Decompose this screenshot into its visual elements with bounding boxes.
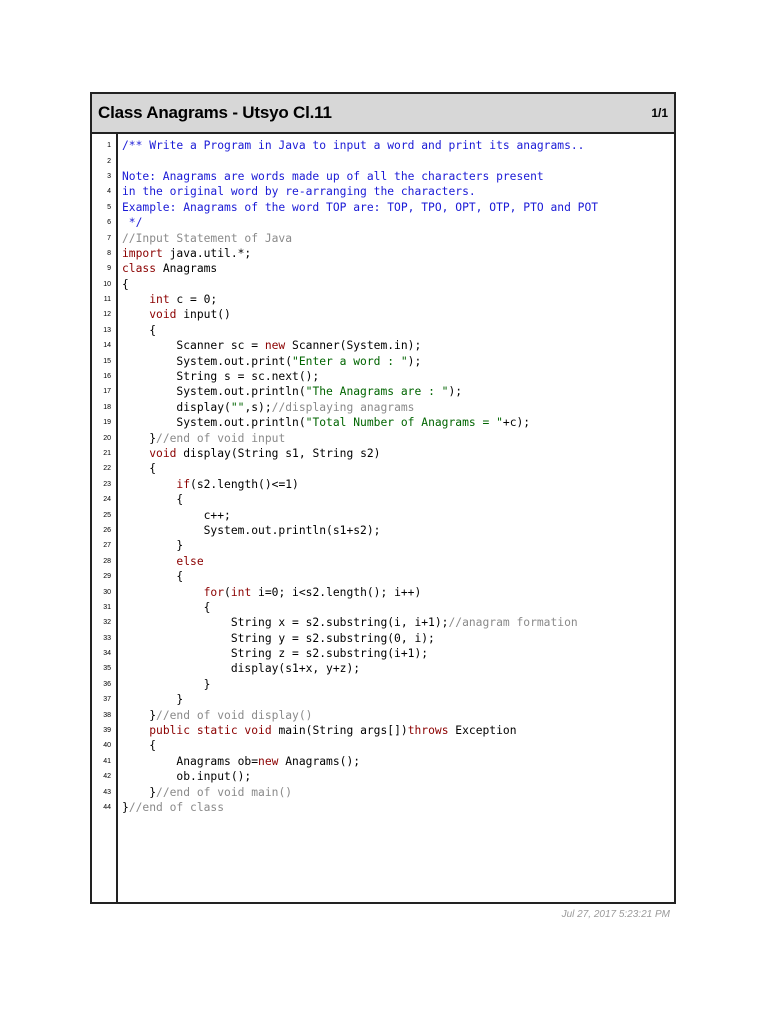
code-token — [122, 724, 149, 737]
line-number: 29 — [103, 573, 111, 581]
code-token: import — [122, 246, 163, 260]
code-token: ,s); — [244, 400, 272, 414]
print-timestamp: Jul 27, 2017 5:23:21 PM — [561, 909, 670, 920]
code-token: +c); — [502, 416, 531, 430]
code-token: { — [122, 277, 129, 291]
code-line — [92, 230, 674, 245]
code-token: main(String args[]) — [271, 724, 408, 738]
code-token: System.out.println(s1+s2); — [122, 523, 381, 537]
line-number: 14 — [103, 342, 111, 350]
code-token: ); — [407, 354, 422, 368]
code-line — [92, 646, 674, 661]
code-line — [92, 200, 674, 215]
code-token: display(String s1, String s2) — [176, 447, 381, 460]
line-number: 1 — [107, 142, 111, 150]
code-text — [116, 524, 380, 537]
code-token: public static void — [149, 724, 272, 738]
line-number: 17 — [103, 388, 111, 396]
code-line — [92, 661, 674, 676]
code-token: String y = s2.substring(0, i); — [122, 631, 435, 645]
code-text — [116, 678, 210, 691]
code-line — [92, 261, 674, 276]
line-number: 37 — [103, 696, 111, 704]
code-line — [92, 323, 674, 338]
line-number: 16 — [103, 373, 111, 381]
code-token: for — [203, 585, 225, 599]
code-text — [116, 324, 156, 337]
code-line — [92, 769, 674, 784]
code-token: { — [122, 739, 157, 753]
code-line — [92, 492, 674, 507]
line-number: 39 — [103, 727, 111, 735]
line-number: 30 — [103, 588, 111, 596]
code-text — [116, 293, 217, 306]
code-line — [92, 707, 674, 722]
code-token: Exception — [448, 724, 517, 738]
code-line — [92, 461, 674, 476]
code-line — [92, 400, 674, 415]
code-token: else — [176, 554, 204, 568]
code-token: } — [122, 431, 157, 445]
code-token: Anagrams(); — [278, 754, 361, 768]
code-token: //Input Statement of Java — [122, 231, 293, 245]
line-number: 12 — [103, 311, 111, 319]
code-text — [116, 586, 421, 599]
code-text — [116, 432, 285, 445]
line-number: 7 — [107, 234, 111, 242]
code-line — [92, 738, 674, 753]
code-token: } — [122, 785, 157, 799]
code-line — [92, 600, 674, 615]
code-token: } — [122, 539, 184, 553]
code-text — [116, 786, 292, 799]
code-line — [92, 369, 674, 384]
code-token: { — [122, 600, 211, 614]
code-token: (s2.length()<=1) — [190, 477, 299, 491]
code-text — [116, 355, 421, 368]
code-line — [92, 292, 674, 307]
code-line — [92, 584, 674, 599]
code-line — [92, 723, 674, 738]
code-line — [92, 153, 674, 168]
code-line — [92, 507, 674, 522]
code-text — [116, 632, 435, 645]
code-token: } — [122, 693, 184, 707]
line-number: 44 — [103, 803, 111, 811]
line-number: 4 — [107, 188, 111, 196]
line-number: 25 — [103, 511, 111, 519]
code-text — [116, 339, 421, 352]
line-number: 33 — [103, 634, 111, 642]
line-number: 38 — [103, 711, 111, 719]
code-token: "The Anagrams are : " — [305, 385, 449, 399]
code-token — [122, 478, 176, 491]
code-token: System.out.println( — [122, 416, 306, 430]
line-number: 5 — [107, 203, 111, 211]
code-token: Scanner sc = — [122, 339, 265, 353]
code-token: "" — [230, 400, 245, 414]
code-line — [92, 615, 674, 630]
code-token: void — [149, 447, 177, 460]
printout-header — [92, 94, 674, 134]
code-token: Scanner(System.in); — [285, 339, 422, 353]
code-token: if — [176, 477, 191, 491]
code-token: Note: Anagrams are words made up of all the characters present — [122, 169, 544, 183]
code-token: Anagrams ob= — [122, 754, 259, 768]
line-number: 13 — [103, 326, 111, 334]
code-text — [116, 555, 204, 568]
code-token: new — [258, 754, 279, 768]
line-number: 41 — [103, 757, 111, 765]
code-token: Example: Anagrams of the word TOP are: TOP, TPO, OPT, OTP, PTO and POT — [122, 200, 599, 214]
code-token: c++; — [122, 508, 231, 522]
code-token: new — [264, 339, 286, 353]
code-text — [116, 185, 476, 198]
code-token: input() — [176, 308, 231, 322]
code-text — [116, 462, 156, 475]
code-line — [92, 538, 674, 553]
line-number: 18 — [103, 403, 111, 411]
code-token: { — [122, 493, 184, 507]
code-token: //end of void main() — [156, 785, 293, 799]
code-line — [92, 631, 674, 646]
code-text — [116, 493, 183, 506]
line-number: 26 — [103, 526, 111, 534]
code-token: ); — [448, 385, 463, 399]
code-line — [92, 446, 674, 461]
line-number: 35 — [103, 665, 111, 673]
code-token — [122, 293, 149, 306]
code-text — [116, 647, 428, 660]
code-text — [116, 478, 299, 491]
code-token: } — [122, 677, 211, 691]
code-line — [92, 246, 674, 261]
code-text — [116, 262, 217, 275]
code-token: int — [149, 293, 170, 307]
code-token — [122, 555, 176, 568]
code-token — [122, 447, 149, 460]
code-text — [116, 739, 156, 752]
line-number: 36 — [103, 680, 111, 688]
code-line — [92, 800, 674, 815]
code-token — [122, 586, 204, 599]
code-token: //end of class — [128, 800, 225, 814]
code-token: System.out.println( — [122, 385, 306, 399]
code-token: "Total Number of Anagrams = " — [305, 416, 503, 430]
code-text — [116, 662, 360, 675]
code-text — [116, 539, 183, 552]
code-text — [116, 693, 183, 706]
line-number: 11 — [103, 296, 111, 304]
line-number: 10 — [103, 280, 111, 288]
code-text — [116, 308, 231, 321]
code-text — [116, 447, 380, 460]
line-number: 15 — [103, 357, 111, 365]
code-line — [92, 384, 674, 399]
code-token: i=0; i<s2.length(); i++) — [251, 585, 422, 599]
code-token — [122, 308, 149, 321]
code-token: /** Write a Program in Java to input a word and print its anagrams.. — [122, 139, 585, 153]
code-text — [116, 370, 319, 383]
code-line — [92, 430, 674, 445]
code-token: String x = s2.substring(i, i+1); — [122, 616, 449, 630]
line-number: 34 — [103, 650, 111, 658]
line-number: 32 — [103, 619, 111, 627]
code-token: //end of void display() — [156, 708, 313, 722]
code-token: "Enter a word : " — [292, 354, 408, 368]
line-number: 8 — [107, 249, 111, 257]
code-listing — [92, 138, 674, 815]
line-number: 28 — [103, 557, 111, 565]
code-token: Anagrams — [156, 262, 218, 276]
code-text — [116, 601, 210, 614]
document-title: Class Anagrams - Utsyo Cl.11 — [98, 103, 332, 122]
code-text — [116, 247, 251, 260]
code-line — [92, 784, 674, 799]
code-token: void — [149, 308, 177, 322]
code-text — [116, 201, 598, 214]
code-token: */ — [122, 216, 143, 230]
code-printout-frame — [90, 92, 676, 904]
code-line — [92, 138, 674, 153]
code-text — [116, 616, 578, 629]
code-text — [116, 570, 183, 583]
code-text — [116, 416, 530, 429]
code-body — [92, 134, 674, 902]
code-token: String z = s2.substring(i+1); — [122, 647, 429, 661]
code-token: { — [122, 323, 157, 337]
code-line — [92, 477, 674, 492]
code-text — [116, 170, 544, 183]
code-token: } — [122, 800, 129, 814]
code-line — [92, 415, 674, 430]
code-text — [116, 724, 517, 737]
line-number: 27 — [103, 542, 111, 550]
code-text — [116, 278, 129, 291]
line-number: 3 — [107, 172, 111, 180]
line-number: 6 — [107, 219, 111, 227]
code-token: in the original word by re-arranging the characters. — [122, 185, 476, 199]
code-line — [92, 338, 674, 353]
code-text — [116, 139, 585, 152]
code-token: ob.input(); — [122, 770, 252, 784]
code-token: String s = sc.next(); — [122, 370, 320, 384]
line-number: 19 — [103, 419, 111, 427]
page-number: 1/1 — [651, 106, 668, 120]
code-line — [92, 523, 674, 538]
code-token: display(s1+x, y+z); — [122, 662, 361, 676]
line-number: 20 — [103, 434, 111, 442]
code-line — [92, 215, 674, 230]
line-number: 21 — [103, 450, 111, 457]
code-line — [92, 554, 674, 569]
code-line — [92, 307, 674, 322]
line-number: 43 — [103, 788, 111, 796]
code-text — [116, 801, 224, 814]
code-token: int — [230, 585, 252, 599]
code-line — [92, 692, 674, 707]
code-token: throws — [407, 724, 449, 738]
line-number: 23 — [103, 480, 111, 488]
code-token: { — [122, 570, 184, 584]
code-text — [116, 770, 251, 783]
code-token: display( — [122, 400, 231, 414]
code-token: class — [122, 262, 157, 276]
code-line — [92, 677, 674, 692]
code-token: c = 0; — [169, 293, 218, 307]
code-line — [92, 754, 674, 769]
code-token: ( — [224, 585, 231, 599]
line-number: 2 — [107, 157, 111, 165]
code-token: { — [122, 462, 157, 476]
code-token: System.out.print( — [122, 354, 293, 368]
code-text — [116, 509, 231, 522]
code-text — [116, 385, 462, 398]
line-number: 31 — [103, 603, 111, 611]
code-line — [92, 184, 674, 199]
code-token: //displaying anagrams — [271, 400, 415, 414]
code-line — [92, 169, 674, 184]
code-token: java.util.*; — [162, 246, 252, 260]
code-text — [116, 232, 292, 245]
code-line — [92, 353, 674, 368]
code-line — [92, 569, 674, 584]
code-line — [92, 277, 674, 292]
code-token: } — [122, 708, 157, 722]
code-text — [116, 709, 312, 722]
code-text — [116, 401, 414, 414]
line-number: 22 — [103, 465, 111, 473]
code-text — [116, 216, 142, 229]
code-token: //anagram formation — [448, 616, 578, 630]
code-text — [116, 755, 360, 768]
line-number: 24 — [103, 496, 111, 504]
line-number: 42 — [103, 773, 111, 781]
code-token: //end of void input — [156, 431, 286, 445]
line-number: 9 — [107, 265, 111, 273]
line-number: 40 — [103, 742, 111, 750]
